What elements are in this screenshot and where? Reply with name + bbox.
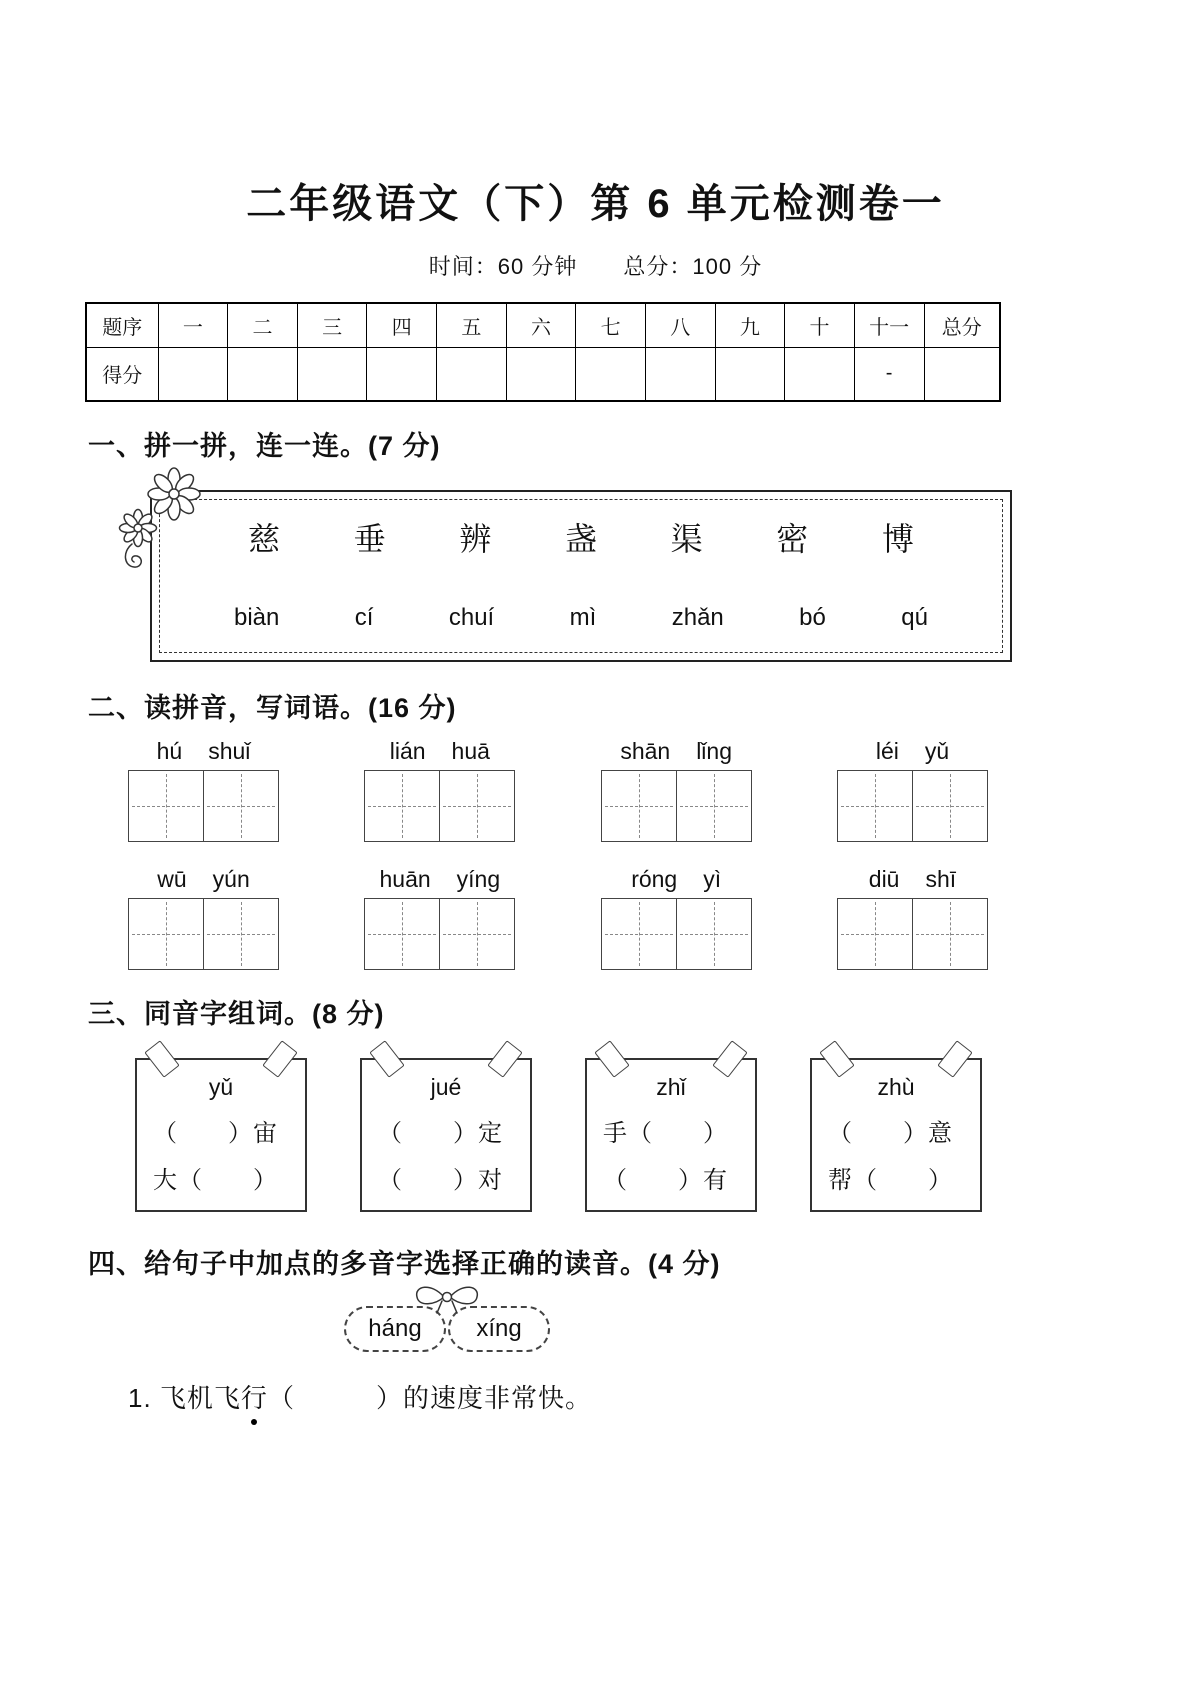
- grid-cell: [439, 899, 514, 969]
- pinyin-syllable: huā: [451, 738, 490, 764]
- hanzi-item: 慈: [248, 521, 281, 557]
- question-1: [128, 1378, 592, 1415]
- score-cell: [506, 347, 576, 401]
- score-table: [85, 302, 1001, 402]
- pinyin-item: biàn: [234, 604, 280, 631]
- pinyin-word: [837, 866, 988, 898]
- pinyin-word: [601, 738, 752, 770]
- page-subtitle: 时间：60 分钟 总分：100 分: [428, 254, 763, 279]
- pinyin-syllable: yún: [212, 866, 250, 892]
- tape-icon: [594, 1040, 629, 1078]
- pinyin-word: [128, 866, 279, 898]
- grid-cell: [838, 771, 912, 841]
- card-line: （ ）对: [378, 1167, 503, 1194]
- score-col-7: 七: [576, 303, 646, 347]
- score-col-1: 一: [158, 303, 228, 347]
- dotted-char: 行: [241, 1378, 268, 1415]
- pinyin-item: qú: [901, 604, 928, 631]
- writing-grid: [128, 898, 279, 970]
- flower-doodle-icon: [112, 466, 228, 590]
- question-text: 1. 飞机飞: [128, 1383, 241, 1413]
- writing-grid: [601, 770, 752, 842]
- writing-grid: [128, 770, 279, 842]
- pinyin-item: chuí: [448, 604, 495, 631]
- score-col-2: 二: [228, 303, 298, 347]
- pinyin-word: [837, 738, 988, 770]
- word-block: [364, 738, 515, 842]
- score-table-header-row: [86, 303, 1000, 347]
- score-row-label: 得分: [86, 347, 158, 401]
- tape-icon: [262, 1040, 297, 1078]
- word-block: [364, 866, 515, 970]
- tape-icon: [819, 1040, 854, 1078]
- writing-grid: [364, 898, 515, 970]
- pinyin-syllable: shī: [925, 866, 957, 892]
- writing-grid: [364, 770, 515, 842]
- grid-cell: [129, 899, 203, 969]
- pinyin-word: [364, 738, 515, 770]
- hanzi-item: 渠: [670, 521, 703, 557]
- score-col-9: 九: [715, 303, 785, 347]
- grid-cell: [365, 771, 439, 841]
- writing-grid: [601, 898, 752, 970]
- card-pinyin: jué: [430, 1074, 462, 1100]
- pinyin-word: [128, 738, 279, 770]
- pinyin-syllable: hú: [156, 738, 183, 764]
- pinyin-syllable: yǔ: [924, 738, 950, 764]
- score-cell: [576, 347, 646, 401]
- pinyin-syllable: lián: [389, 738, 426, 764]
- writing-grid-row-1: [128, 738, 988, 842]
- homophone-cards-row: [135, 1058, 982, 1212]
- score-cell: [367, 347, 437, 401]
- card-line: （ ）宙: [153, 1120, 278, 1147]
- pinyin-syllable: shuǐ: [208, 738, 251, 764]
- card-pinyin: zhǐ: [656, 1074, 686, 1100]
- tape-icon: [487, 1040, 522, 1078]
- homophone-card: [810, 1058, 982, 1212]
- homophone-card: [360, 1058, 532, 1212]
- card-line: 手（ ）: [603, 1120, 728, 1147]
- score-cell: [228, 347, 298, 401]
- score-col-5: 五: [437, 303, 507, 347]
- score-cell-mark: -: [854, 347, 924, 401]
- grid-cell: [602, 899, 676, 969]
- grid-cell: [129, 771, 203, 841]
- pinyin-syllable: róng: [631, 866, 678, 892]
- section3-heading: 三、同音字组词。(8 分): [88, 999, 385, 1029]
- grid-cell: [838, 899, 912, 969]
- pinyin-syllable: lǐng: [696, 738, 732, 764]
- grid-cell: [912, 899, 987, 969]
- pinyin-item: cí: [354, 604, 374, 631]
- word-block: [601, 738, 752, 842]
- pinyin-syllable: diū: [868, 866, 900, 892]
- word-block: [128, 738, 279, 842]
- hanzi-row: [152, 514, 1010, 560]
- hanzi-item: 盏: [564, 521, 597, 557]
- score-col-8: 八: [645, 303, 715, 347]
- score-table-header-label: 题序: [86, 303, 158, 347]
- score-col-10: 十: [785, 303, 855, 347]
- homophone-card: [585, 1058, 757, 1212]
- card-pinyin: yǔ: [208, 1074, 234, 1100]
- pinyin-match-row: [152, 604, 1010, 632]
- section1-heading: 一、拼一拼，连一连。(7 分): [88, 431, 441, 461]
- card-line: （ ）有: [603, 1167, 728, 1194]
- pronunciation-option-xing: xíng: [448, 1306, 550, 1352]
- pinyin-syllable: yíng: [456, 866, 501, 892]
- score-cell: [645, 347, 715, 401]
- pinyin-item: bó: [799, 604, 826, 631]
- word-block: [601, 866, 752, 970]
- bow-ribbon-icon: [410, 1280, 484, 1316]
- pinyin-syllable: yì: [703, 866, 722, 892]
- hanzi-item: 密: [776, 521, 809, 557]
- pinyin-item: mì: [569, 604, 597, 631]
- score-cell: [297, 347, 367, 401]
- score-cell: [437, 347, 507, 401]
- pinyin-syllable: huān: [379, 866, 431, 892]
- card-line: 帮（ ）: [828, 1167, 953, 1194]
- score-cell: [158, 347, 228, 401]
- grid-cell: [439, 771, 514, 841]
- grid-cell: [676, 899, 751, 969]
- score-col-3: 三: [297, 303, 367, 347]
- score-col-total: 总分: [924, 303, 1000, 347]
- word-block: [837, 866, 988, 970]
- hanzi-item: 辨: [459, 521, 492, 557]
- page-title: 二年级语文（下）第 6 单元检测卷一: [246, 182, 945, 226]
- pinyin-word: [364, 866, 515, 898]
- pinyin-item: zhǎn: [671, 604, 724, 631]
- writing-grid-row-2: [128, 866, 988, 970]
- grid-cell: [602, 771, 676, 841]
- question-text: （ ）的速度非常快。: [267, 1383, 592, 1413]
- score-cell: [924, 347, 1000, 401]
- pinyin-word: [601, 866, 752, 898]
- pronunciation-option-hang: háng: [344, 1306, 446, 1352]
- tape-icon: [369, 1040, 404, 1078]
- pinyin-syllable: shān: [620, 738, 671, 764]
- tape-icon: [144, 1040, 179, 1078]
- word-block: [837, 738, 988, 842]
- pinyin-syllable: wū: [157, 866, 187, 892]
- tape-icon: [937, 1040, 972, 1078]
- score-col-4: 四: [367, 303, 437, 347]
- grid-cell: [912, 771, 987, 841]
- grid-cell: [676, 771, 751, 841]
- section2-heading: 二、读拼音，写词语。(16 分): [88, 693, 457, 723]
- hanzi-item: 垂: [353, 521, 386, 557]
- card-line: （ ）定: [378, 1120, 503, 1147]
- section1-match-box: [150, 490, 1012, 662]
- score-table-score-row: [86, 347, 1000, 401]
- writing-grid: [837, 898, 988, 970]
- tape-icon: [712, 1040, 747, 1078]
- section4-heading: 四、给句子中加点的多音字选择正确的读音。(4 分): [88, 1249, 721, 1279]
- writing-grid: [837, 770, 988, 842]
- hanzi-item: 博: [881, 521, 914, 557]
- grid-cell: [203, 771, 278, 841]
- card-line: 大（ ）: [153, 1167, 278, 1194]
- homophone-card: [135, 1058, 307, 1212]
- score-cell: [785, 347, 855, 401]
- pinyin-syllable: léi: [875, 738, 899, 764]
- grid-cell: [365, 899, 439, 969]
- score-cell: [715, 347, 785, 401]
- score-col-11: 十一: [854, 303, 924, 347]
- card-line: （ ）意: [828, 1120, 953, 1147]
- word-block: [128, 866, 279, 970]
- card-pinyin: zhù: [877, 1074, 915, 1100]
- grid-cell: [203, 899, 278, 969]
- score-col-6: 六: [506, 303, 576, 347]
